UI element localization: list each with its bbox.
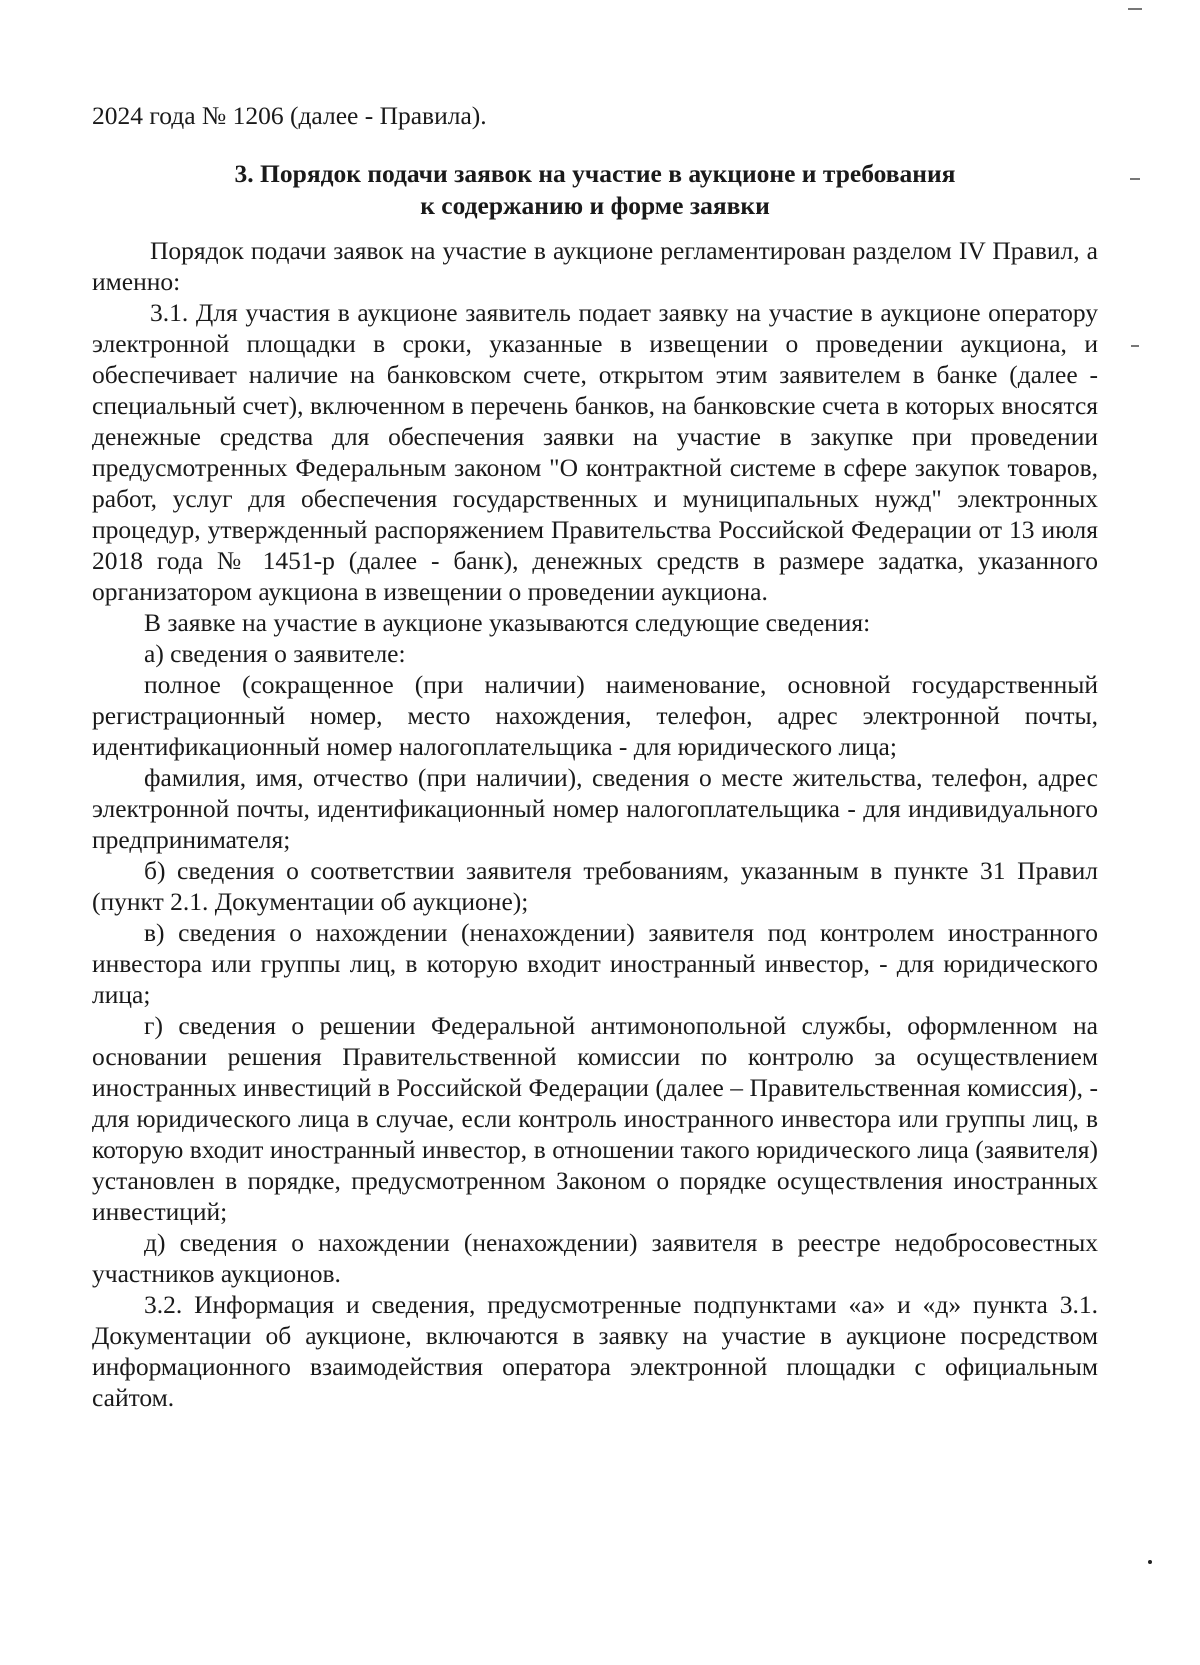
- scan-mark: [1131, 345, 1139, 347]
- paragraph: фамилия, имя, отчество (при наличии), сведения о месте жительства, телефон, адрес электронной почты, идентификационный номер налогоплательщика - для индивидуального предпринимателя;: [92, 763, 1098, 854]
- section-heading-line-1: 3. Порядок подачи заявок на участие в аукционе и требования: [234, 159, 956, 188]
- paragraph: а) сведения о заявителе:: [144, 639, 406, 668]
- paragraph: 3.2. Информация и сведения, предусмотренные подпунктами «а» и «д» пункта 3.1. Документации об аукционе, включаются в заявку на участие в аукционе посредством информационного взаимодействия оператора электронной площадки с официальным сайтом.: [92, 1290, 1098, 1412]
- paragraph: д) сведения о нахождении (ненахождении) заявителя в реестре недобросовестных участников аукционов.: [92, 1228, 1098, 1288]
- paragraph: В заявке на участие в аукционе указываются следующие сведения:: [144, 608, 871, 637]
- scan-mark: [1148, 1560, 1152, 1564]
- paragraph: полное (сокращенное (при наличии) наименование, основной государственный регистрационный номер, место нахождения, телефон, адрес электронной почты, идентификационный номер налогоплательщика - для юридического лица;: [92, 670, 1098, 761]
- continuation-line: [92, 100, 1098, 131]
- paragraph: Порядок подачи заявок на участие в аукционе регламентирован разделом IV Правил, а именно:: [92, 236, 1098, 296]
- body-text: [92, 235, 1098, 1413]
- section-heading-line-2: к содержанию и форме заявки: [420, 191, 770, 220]
- paragraph: в) сведения о нахождении (ненахождении) заявителя под контролем иностранного инвестора или группы лиц, в которую входит иностранный инвестор, - для юридического лица;: [92, 918, 1098, 1009]
- scan-mark: [1130, 178, 1140, 180]
- paragraph: б) сведения о соответствии заявителя требованиям, указанным в пункте 31 Правил (пункт 2.1. Документации об аукционе);: [92, 856, 1098, 916]
- continuation-text: 2024 года № 1206 (далее - Правила).: [92, 101, 487, 130]
- scan-mark: [1128, 8, 1142, 10]
- section-heading: [92, 158, 1098, 222]
- paragraph: г) сведения о решении Федеральной антимонопольной службы, оформленном на основании решения Правительственной комиссии по контролю за осуществлением иностранных инвестиций в Российской Федерации (далее – Правительственная комиссия), - для юридического лица в случае, если контроль иностранного инвестора или группы лиц, в которую входит иностранный инвестор, в отношении такого юридического лица (заявителя) установлен в порядке, предусмотренном Законом о порядке осуществления иностранных инвестиций;: [92, 1011, 1098, 1226]
- paragraph: 3.1. Для участия в аукционе заявитель подает заявку на участие в аукционе оператору электронной площадки в сроки, указанные в извещении о проведении аукциона, и обеспечивает наличие на банковском счете, открытом этим заявителем в банке (далее - специальный счет), включенном в перечень банков, на банковские счета в которых вносятся денежные средства для обеспечения заявки на участие в закупке при проведении предусмотренных Федеральным законом "О контрактной системе в сфере закупок товаров, работ, услуг для обеспечения государственных и муниципальных нужд" электронных процедур, утвержденный распоряжением Правительства Российской Федерации от 13 июля 2018 года № 1451-р (далее - банк), денежных средств в размере задатка, указанного организатором аукциона в извещении о проведении аукциона.: [92, 298, 1098, 606]
